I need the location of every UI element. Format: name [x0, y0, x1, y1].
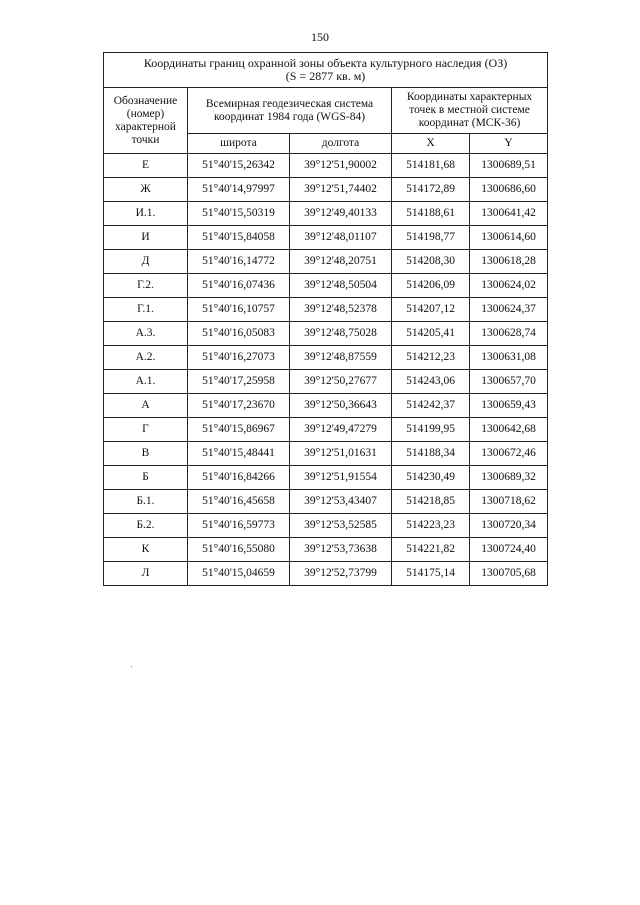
cell-x: 514242,37 [392, 394, 470, 418]
cell-lat: 51°40'16,84266 [188, 466, 290, 490]
header-local-label: Координаты характерных точек в местной системе координат (МСК-36) [392, 88, 548, 134]
cell-y: 1300614,60 [470, 226, 548, 250]
cell-point: Г.1. [104, 298, 188, 322]
cell-x: 514199,95 [392, 418, 470, 442]
cell-lon: 39°12'51,91554 [290, 466, 392, 490]
cell-point: И [104, 226, 188, 250]
cell-lon: 39°12'51,01631 [290, 442, 392, 466]
cell-lon: 39°12'51,90002 [290, 154, 392, 178]
table-title-line-2: (S = 2877 кв. м) [285, 69, 366, 83]
cell-y: 1300624,37 [470, 298, 548, 322]
header-point-label: Обозначение (номер) характерной точки [104, 88, 188, 154]
cell-x: 514230,49 [392, 466, 470, 490]
cell-lon: 39°12'51,74402 [290, 178, 392, 202]
cell-x: 514198,77 [392, 226, 470, 250]
cell-point: Е [104, 154, 188, 178]
table-title-line-1: Координаты границ охранной зоны объекта культурного наследия (ОЗ) [143, 56, 508, 70]
cell-point: И.1. [104, 202, 188, 226]
cell-lat: 51°40'15,04659 [188, 562, 290, 586]
cell-y: 1300672,46 [470, 442, 548, 466]
cell-point: Г [104, 418, 188, 442]
cell-y: 1300641,42 [470, 202, 548, 226]
cell-x: 514218,85 [392, 490, 470, 514]
cell-lon: 39°12'53,43407 [290, 490, 392, 514]
cell-y: 1300628,74 [470, 322, 548, 346]
cell-lat: 51°40'16,10757 [188, 298, 290, 322]
cell-y: 1300689,51 [470, 154, 548, 178]
table-row [104, 538, 548, 562]
table-row [104, 250, 548, 274]
cell-point: А.2. [104, 346, 188, 370]
cell-lon: 39°12'48,75028 [290, 322, 392, 346]
cell-point: В [104, 442, 188, 466]
cell-lat: 51°40'16,07436 [188, 274, 290, 298]
cell-y: 1300631,08 [470, 346, 548, 370]
cell-point: А.3. [104, 322, 188, 346]
table-row [104, 346, 548, 370]
table-row [104, 562, 548, 586]
table-row [104, 514, 548, 538]
header-x: X [392, 134, 470, 154]
cell-x: 514212,23 [392, 346, 470, 370]
cell-point: Б.2. [104, 514, 188, 538]
cell-x: 514172,89 [392, 178, 470, 202]
cell-lat: 51°40'14,97997 [188, 178, 290, 202]
table-title [104, 53, 548, 88]
cell-x: 514181,68 [392, 154, 470, 178]
cell-lon: 39°12'48,20751 [290, 250, 392, 274]
cell-y: 1300642,68 [470, 418, 548, 442]
table-row [104, 490, 548, 514]
cell-y: 1300618,28 [470, 250, 548, 274]
cell-lat: 51°40'15,86967 [188, 418, 290, 442]
page-number: 150 [311, 30, 329, 44]
cell-lat: 51°40'16,59773 [188, 514, 290, 538]
table-row [104, 322, 548, 346]
cell-lon: 39°12'53,52585 [290, 514, 392, 538]
table-row [104, 370, 548, 394]
cell-lon: 39°12'49,47279 [290, 418, 392, 442]
cell-y: 1300659,43 [470, 394, 548, 418]
cell-lon: 39°12'50,36643 [290, 394, 392, 418]
cell-y: 1300686,60 [470, 178, 548, 202]
cell-x: 514188,61 [392, 202, 470, 226]
table-row [104, 466, 548, 490]
cell-x: 514188,34 [392, 442, 470, 466]
table-title-row [104, 53, 548, 88]
cell-point: А [104, 394, 188, 418]
cell-y: 1300718,62 [470, 490, 548, 514]
cell-point: Л [104, 562, 188, 586]
cell-lat: 51°40'15,26342 [188, 154, 290, 178]
cell-x: 514208,30 [392, 250, 470, 274]
table-row [104, 274, 548, 298]
cell-lon: 39°12'50,27677 [290, 370, 392, 394]
cell-y: 1300724,40 [470, 538, 548, 562]
cell-lat: 51°40'16,14772 [188, 250, 290, 274]
cell-lat: 51°40'16,45658 [188, 490, 290, 514]
table-row [104, 226, 548, 250]
cell-lon: 39°12'48,50504 [290, 274, 392, 298]
cell-x: 514223,23 [392, 514, 470, 538]
cell-x: 514206,09 [392, 274, 470, 298]
cell-lon: 39°12'52,73799 [290, 562, 392, 586]
header-lon: долгота [290, 134, 392, 154]
cell-lon: 39°12'48,01107 [290, 226, 392, 250]
cell-point: Г.2. [104, 274, 188, 298]
cell-lat: 51°40'16,27073 [188, 346, 290, 370]
cell-lat: 51°40'15,48441 [188, 442, 290, 466]
cell-point: Б [104, 466, 188, 490]
cell-y: 1300689,32 [470, 466, 548, 490]
cell-y: 1300705,68 [470, 562, 548, 586]
cell-x: 514243,06 [392, 370, 470, 394]
cell-lon: 39°12'48,87559 [290, 346, 392, 370]
cell-lon: 39°12'53,73638 [290, 538, 392, 562]
scan-speck [131, 666, 132, 667]
cell-point: К [104, 538, 188, 562]
table-header-row [104, 88, 548, 134]
header-lat: широта [188, 134, 290, 154]
table-row [104, 178, 548, 202]
cell-point: Д [104, 250, 188, 274]
table-row [104, 418, 548, 442]
cell-lat: 51°40'15,84058 [188, 226, 290, 250]
coordinates-table [103, 52, 548, 586]
cell-point: Ж [104, 178, 188, 202]
table-row [104, 154, 548, 178]
header-wgs-label: Всемирная геодезическая система координат 1984 года (WGS-84) [188, 88, 392, 134]
table-row [104, 202, 548, 226]
cell-lon: 39°12'48,52378 [290, 298, 392, 322]
cell-lat: 51°40'17,23670 [188, 394, 290, 418]
table-row [104, 442, 548, 466]
cell-lat: 51°40'17,25958 [188, 370, 290, 394]
cell-lat: 51°40'16,55080 [188, 538, 290, 562]
table-row [104, 394, 548, 418]
cell-x: 514175,14 [392, 562, 470, 586]
cell-lat: 51°40'16,05083 [188, 322, 290, 346]
cell-lon: 39°12'49,40133 [290, 202, 392, 226]
cell-y: 1300720,34 [470, 514, 548, 538]
cell-lat: 51°40'15,50319 [188, 202, 290, 226]
cell-x: 514221,82 [392, 538, 470, 562]
cell-y: 1300624,02 [470, 274, 548, 298]
cell-point: А.1. [104, 370, 188, 394]
header-y: Y [470, 134, 548, 154]
cell-x: 514205,41 [392, 322, 470, 346]
cell-point: Б.1. [104, 490, 188, 514]
table-row [104, 298, 548, 322]
cell-x: 514207,12 [392, 298, 470, 322]
cell-y: 1300657,70 [470, 370, 548, 394]
